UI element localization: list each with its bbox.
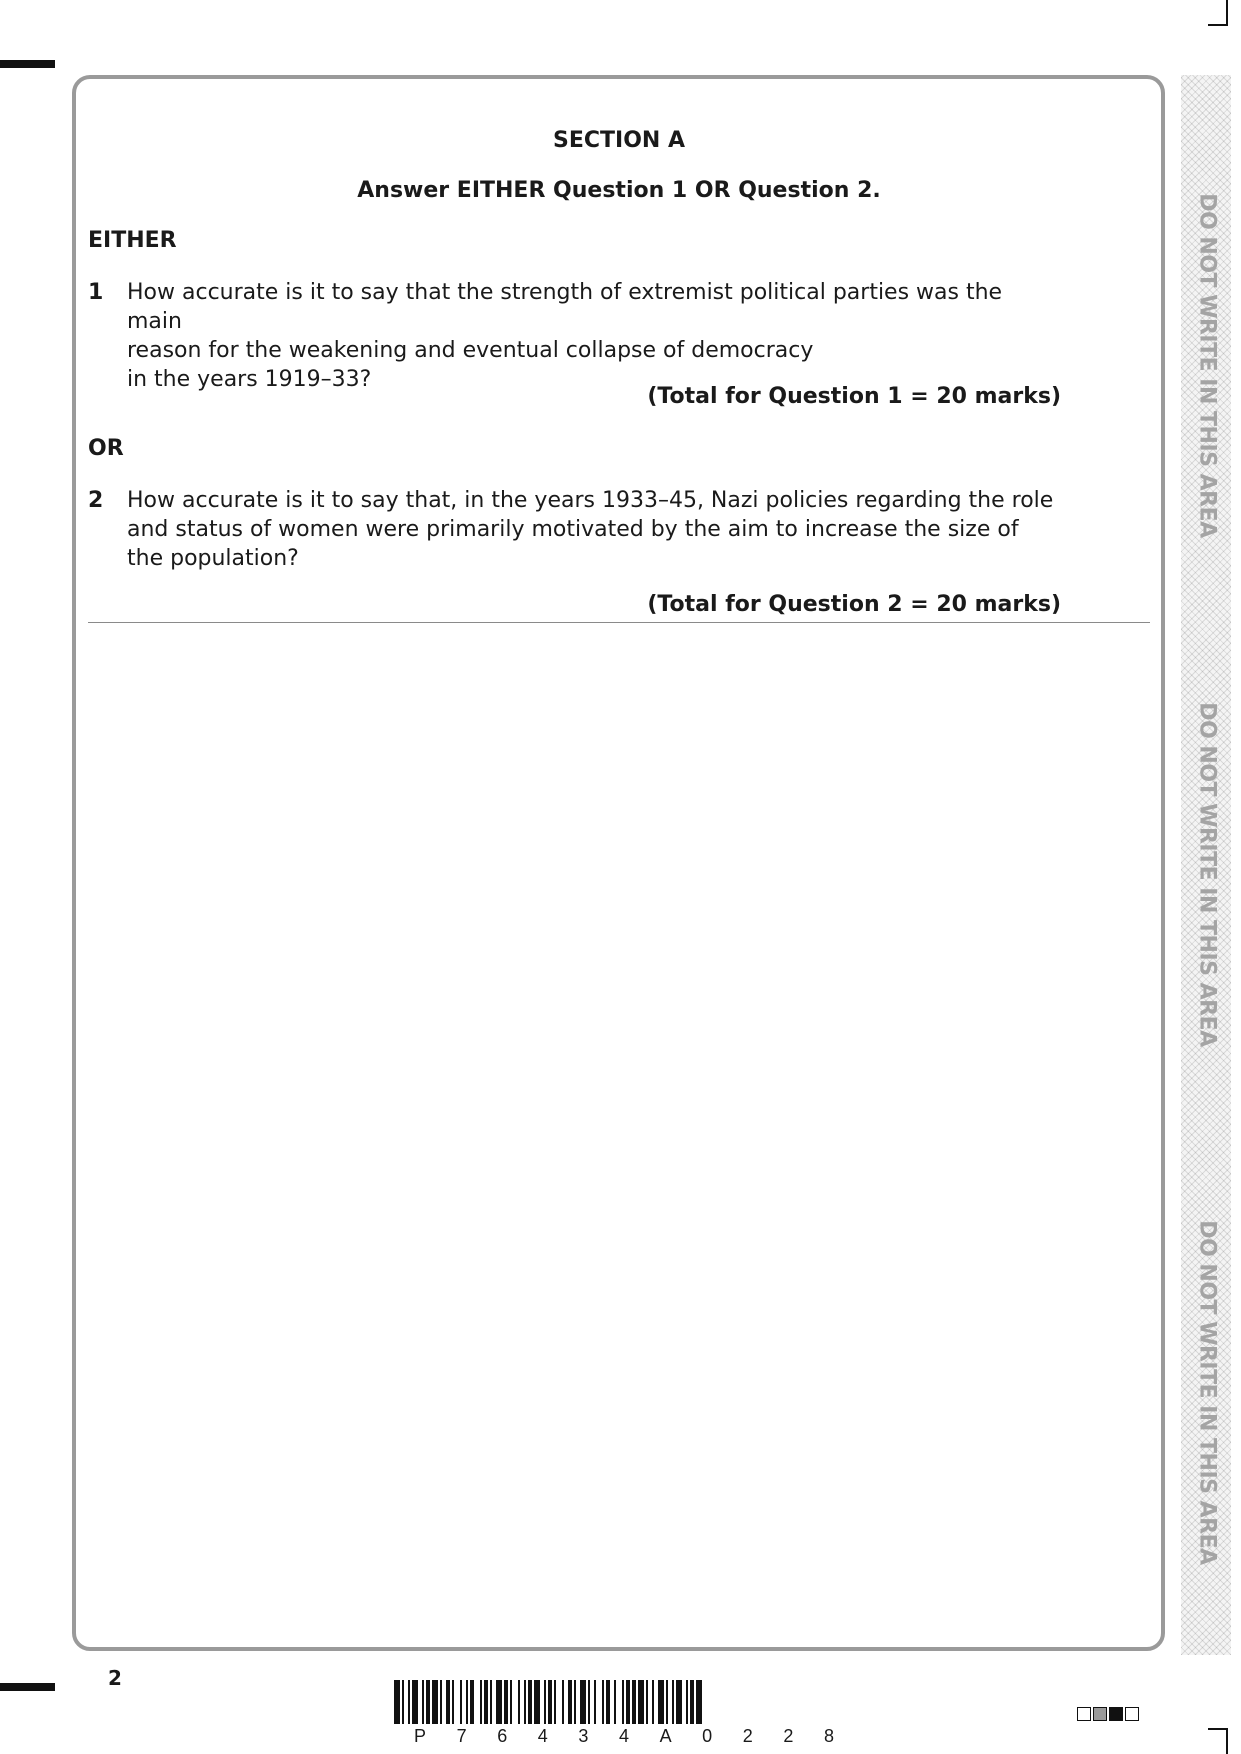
barcode-bar	[696, 1680, 702, 1724]
barcode-bar	[574, 1680, 576, 1724]
question-line: in the years 1919–33?	[127, 367, 372, 392]
barcode-digits	[394, 1726, 834, 1747]
barcode-bar	[614, 1680, 616, 1724]
barcode-bar	[638, 1680, 644, 1724]
barcode-bar	[588, 1680, 590, 1724]
corner-mark-bottom-right	[1226, 1728, 1228, 1754]
barcode-bar	[446, 1680, 450, 1724]
barcode-bar	[528, 1680, 532, 1724]
barcode-bar	[606, 1680, 610, 1724]
barcode-bar	[510, 1680, 512, 1724]
barcode-bar	[594, 1680, 596, 1724]
barcode-bar	[480, 1680, 482, 1724]
section-instruction: Answer EITHER Question 1 OR Question 2.	[357, 178, 881, 203]
barcode-digit: 7	[456, 1726, 467, 1746]
question-line: and status of women were primarily motivated by the aim to increase the size of	[127, 517, 1019, 542]
barcode-bar	[490, 1680, 492, 1724]
crop-mark-bottom-left	[0, 1683, 55, 1691]
or-label: OR	[88, 436, 124, 461]
barcode-digit: 8	[823, 1726, 834, 1746]
colour-square	[1125, 1707, 1139, 1721]
barcode-digit: P	[414, 1726, 427, 1746]
barcode-bar	[676, 1680, 682, 1724]
barcode-bar	[646, 1680, 648, 1724]
colour-square	[1109, 1707, 1123, 1721]
barcode-bar	[484, 1680, 488, 1724]
barcode-digit: 4	[618, 1726, 629, 1746]
colour-square	[1077, 1707, 1091, 1721]
barcode-bar	[524, 1680, 526, 1724]
barcode-bar	[466, 1680, 468, 1724]
barcode-bar	[426, 1680, 430, 1724]
either-label: EITHER	[88, 228, 177, 253]
barcode-bar	[554, 1680, 556, 1724]
barcode-bar	[562, 1680, 564, 1724]
barcode-bar	[686, 1680, 688, 1724]
barcode-bar	[432, 1680, 438, 1724]
barcode-bar	[460, 1680, 462, 1724]
barcode-digit: 3	[578, 1726, 589, 1746]
question-line: How accurate is it to say that the strength of extremist political parties was the main	[127, 280, 1003, 334]
question-number: 1	[88, 280, 104, 305]
colour-square	[1093, 1707, 1107, 1721]
margin-warning-text: DO NOT WRITE IN THIS AREA	[1194, 1220, 1220, 1565]
barcode-digit: A	[659, 1726, 672, 1746]
barcode-bar	[690, 1680, 694, 1724]
barcode-bar	[534, 1680, 540, 1724]
section-title: SECTION A	[552, 128, 685, 153]
barcode-bar	[440, 1680, 442, 1724]
barcode-bar	[672, 1680, 674, 1724]
margin-warning-text: DO NOT WRITE IN THIS AREA	[1194, 193, 1220, 538]
question-line: How accurate is it to say that, in the years 1933–45, Nazi policies regarding the role	[127, 488, 1054, 513]
barcode-bar	[622, 1680, 624, 1724]
barcode-bar	[470, 1680, 474, 1724]
colour-registration-squares	[1077, 1707, 1139, 1721]
corner-mark-bottom-right-h	[1208, 1728, 1228, 1730]
barcode-bar	[658, 1680, 664, 1724]
barcode	[394, 1680, 844, 1750]
barcode-bar	[568, 1680, 572, 1724]
barcode-bar	[408, 1680, 410, 1724]
barcode-bar	[652, 1680, 654, 1724]
barcode-digit: 0	[702, 1726, 713, 1746]
corner-mark-top-right-h	[1208, 24, 1228, 26]
barcode-digit: 2	[783, 1726, 794, 1746]
barcode-bar	[544, 1680, 546, 1724]
barcode-bar	[626, 1680, 630, 1724]
question-line: reason for the weakening and eventual collapse of democracy	[127, 338, 814, 363]
barcode-bars	[394, 1680, 844, 1724]
barcode-bar	[602, 1680, 604, 1724]
question-text	[127, 486, 1057, 573]
barcode-bar	[504, 1680, 508, 1724]
barcode-bar	[666, 1680, 668, 1724]
barcode-bar	[632, 1680, 636, 1724]
barcode-bar	[496, 1680, 502, 1724]
question-line: the population?	[127, 546, 299, 571]
margin-warning-text: DO NOT WRITE IN THIS AREA	[1194, 702, 1220, 1047]
barcode-bar	[518, 1680, 520, 1724]
barcode-digit: 2	[742, 1726, 753, 1746]
barcode-bar	[580, 1680, 586, 1724]
question-2	[88, 486, 1088, 573]
barcode-bar	[402, 1680, 404, 1724]
question-1-total-marks: (Total for Question 1 = 20 marks)	[647, 384, 1061, 409]
crop-mark-top-left	[0, 60, 55, 68]
section-divider	[88, 622, 1150, 623]
barcode-bar	[412, 1680, 418, 1724]
corner-mark-top-right	[1226, 0, 1228, 26]
page-number: 2	[108, 1666, 122, 1690]
barcode-digit: 6	[497, 1726, 508, 1746]
question-number: 2	[88, 488, 104, 513]
barcode-bar	[422, 1680, 424, 1724]
barcode-digit: 4	[537, 1726, 548, 1746]
barcode-bar	[394, 1680, 400, 1724]
barcode-bar	[548, 1680, 552, 1724]
question-2-total-marks: (Total for Question 2 = 20 marks)	[647, 592, 1061, 617]
barcode-bar	[452, 1680, 454, 1724]
question-text	[127, 278, 1057, 394]
question-1	[88, 278, 1088, 394]
